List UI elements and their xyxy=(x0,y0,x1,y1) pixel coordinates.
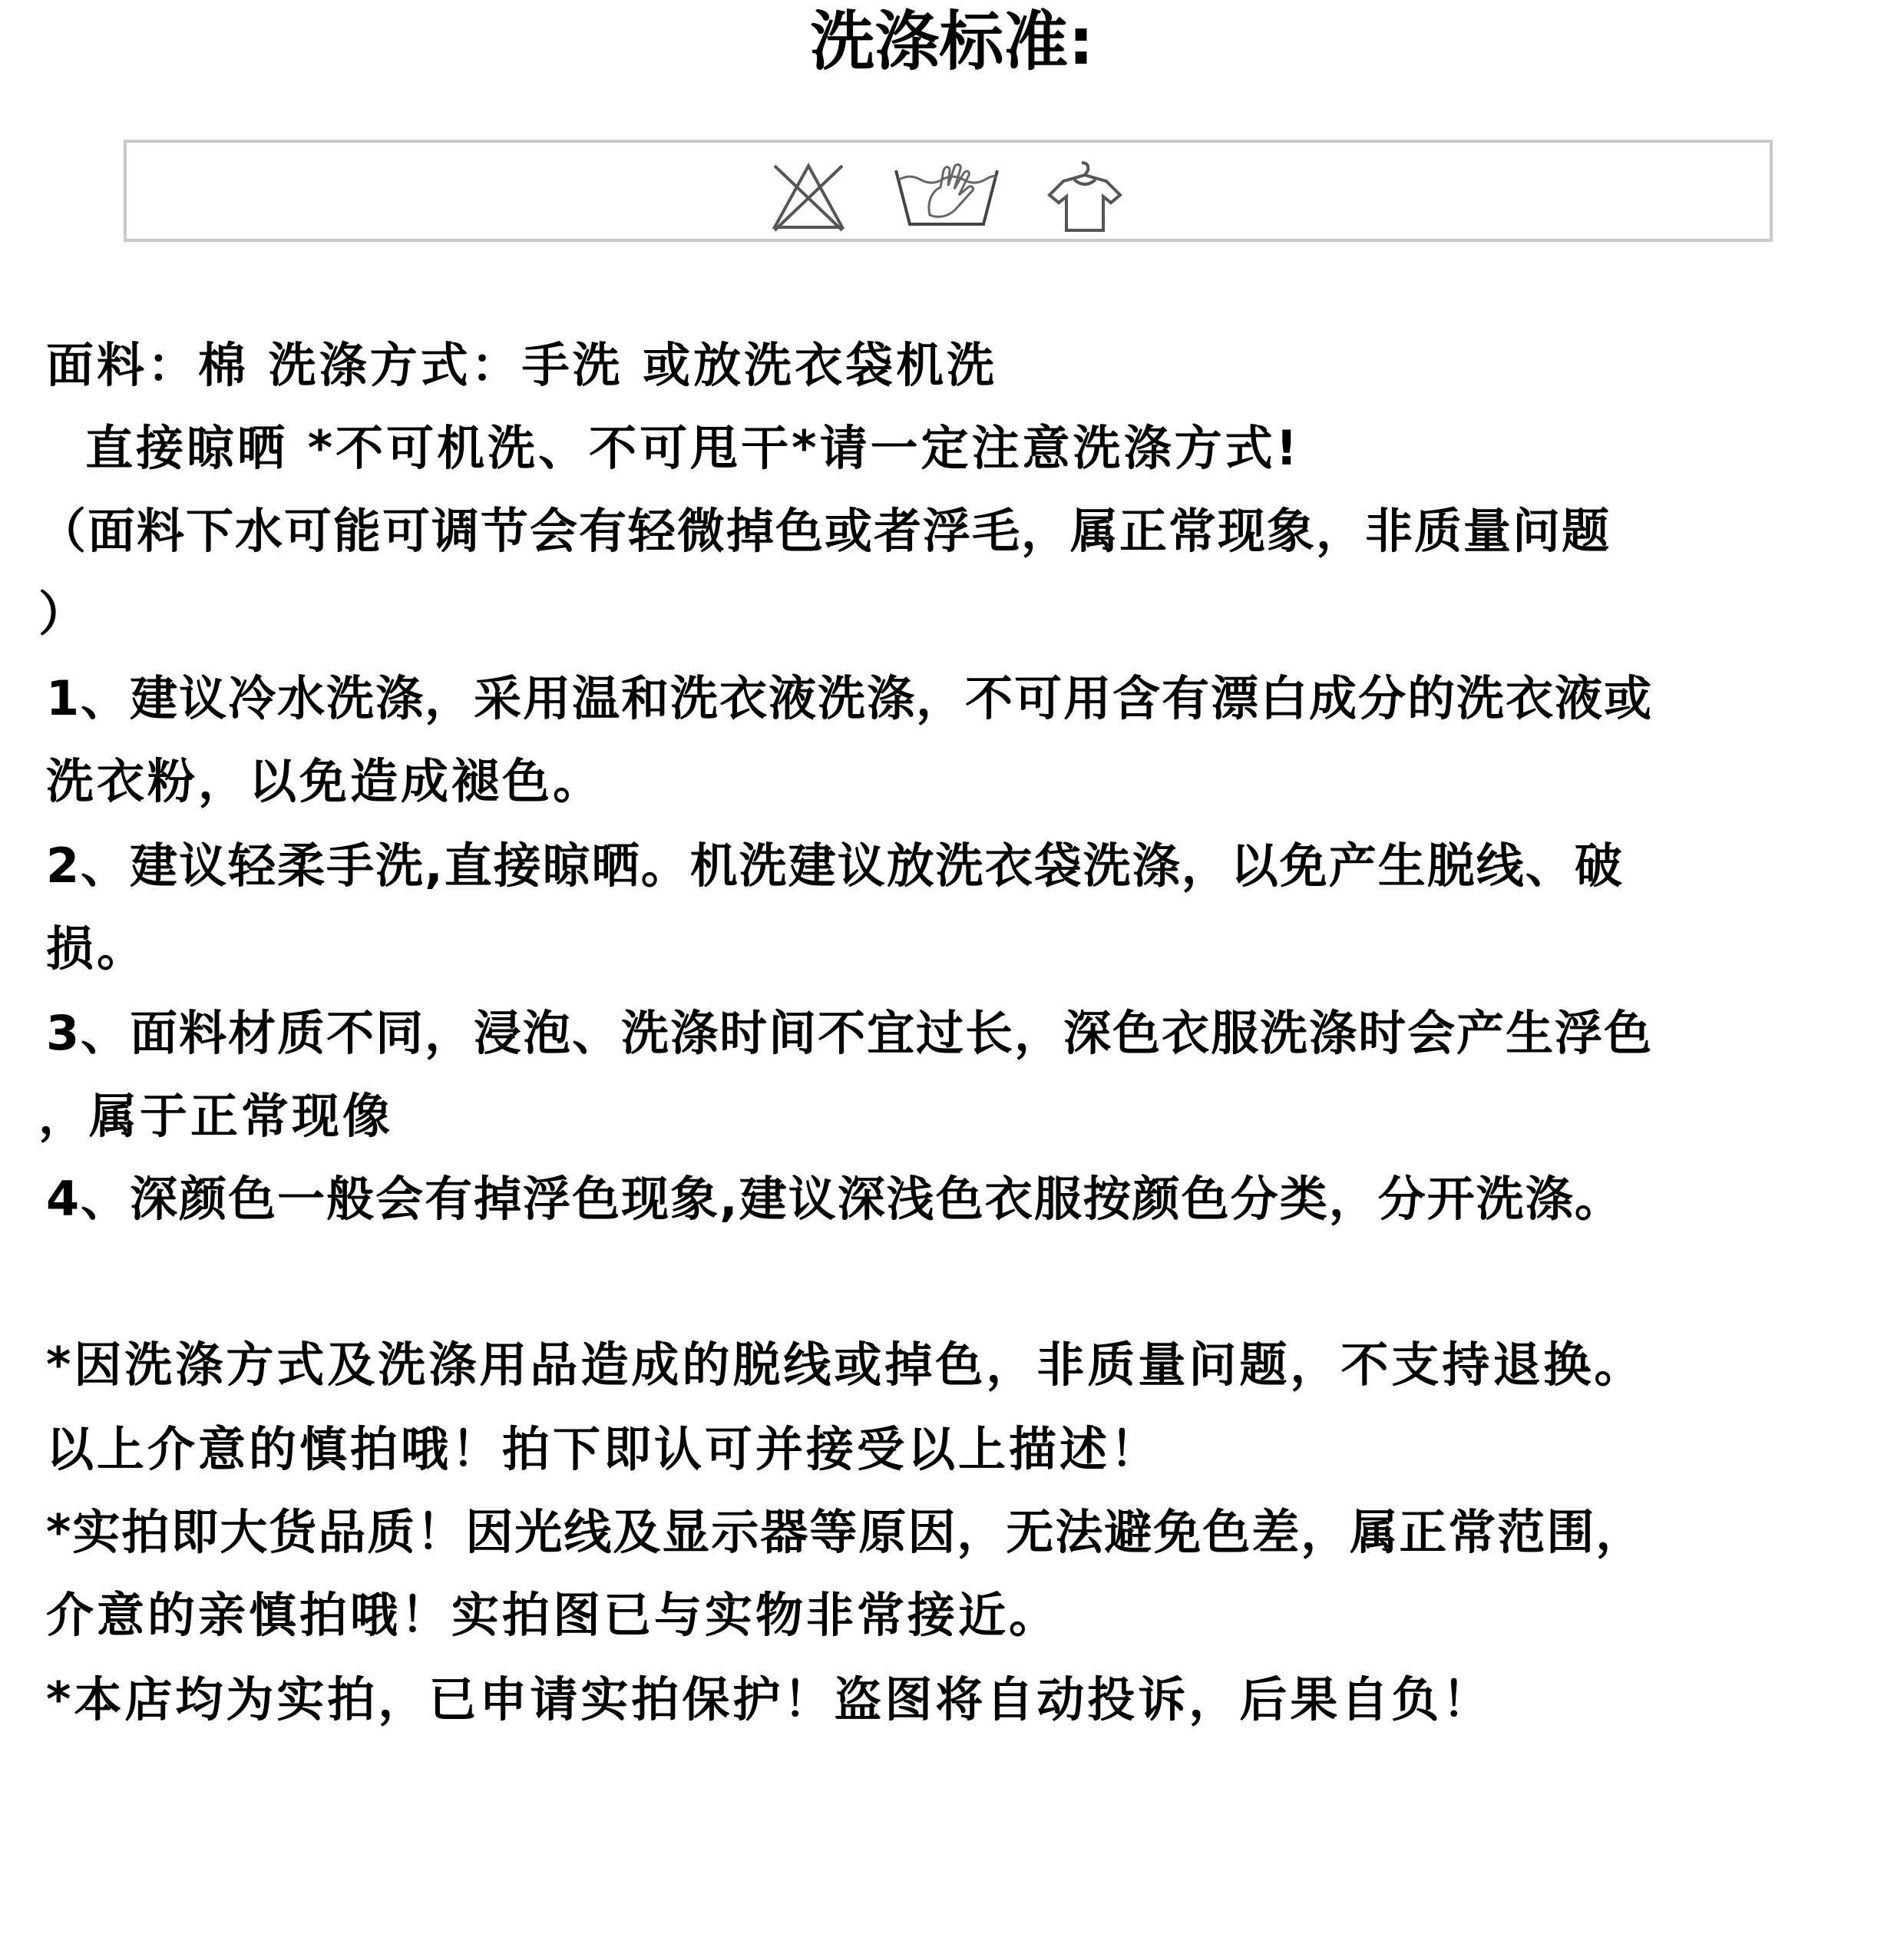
page-title: 洗涤标准: xyxy=(810,4,1094,79)
color-difference-notice: *实拍即大货品质！因光线及显示器等原因，无法避免色差，属正常范围， xyxy=(46,1504,1645,1560)
instruction-3: 3、面料材质不同，浸泡、洗涤时间不宜过长，深色衣服洗涤时会产生浮色 xyxy=(46,1005,1654,1061)
drying-notice: 直接晾晒 *不可机洗、不可甩干*请一定注意洗涤方式! xyxy=(46,420,1301,476)
instruction-4: 4、深颜色一般会有掉浮色现象,建议深浅色衣服按颜色分类，分开洗涤。 xyxy=(46,1171,1624,1227)
color-fading-note: （面料下水可能可调节会有轻微掉色或者浮毛，属正常现象，非质量问题 xyxy=(38,503,1611,559)
hang-dry-icon xyxy=(1046,160,1123,233)
instruction-1-continued: 洗衣粉，以免造成褪色。 xyxy=(46,753,604,809)
color-difference-notice-continued: 介意的亲慎拍哦！实拍图已与实物非常接近。 xyxy=(46,1587,1060,1643)
photo-protection-notice: *本店均为实拍，已申请实拍保护！盗图将自动投诉，后果自负！ xyxy=(46,1671,1493,1727)
instruction-1: 1、建议冷水洗涤，采用温和洗衣液洗涤，不可用含有漂白成分的洗衣液或 xyxy=(46,670,1654,726)
do-not-bleach-icon xyxy=(770,160,847,233)
hand-wash-icon xyxy=(893,160,1000,233)
instruction-2-continued: 损。 xyxy=(46,921,148,977)
color-fading-note-end: ） xyxy=(38,586,90,642)
buyer-acceptance-notice: 以上介意的慎拍哦！拍下即认可并接受以上描述！ xyxy=(46,1421,1162,1477)
fabric-and-wash-method: 面料：棉 洗涤方式：手洗 或放洗衣袋机洗 xyxy=(46,337,998,393)
instruction-3-continued: ，属于正常现像 xyxy=(38,1088,394,1144)
instruction-2: 2、建议轻柔手洗,直接晾晒。机洗建议放洗衣袋洗涤，以免产生脱线、破 xyxy=(46,838,1624,894)
care-symbols-panel xyxy=(124,140,1773,242)
no-return-notice: *因洗涤方式及洗涤用品造成的脱线或掉色，非质量问题，不支持退换。 xyxy=(46,1337,1645,1393)
